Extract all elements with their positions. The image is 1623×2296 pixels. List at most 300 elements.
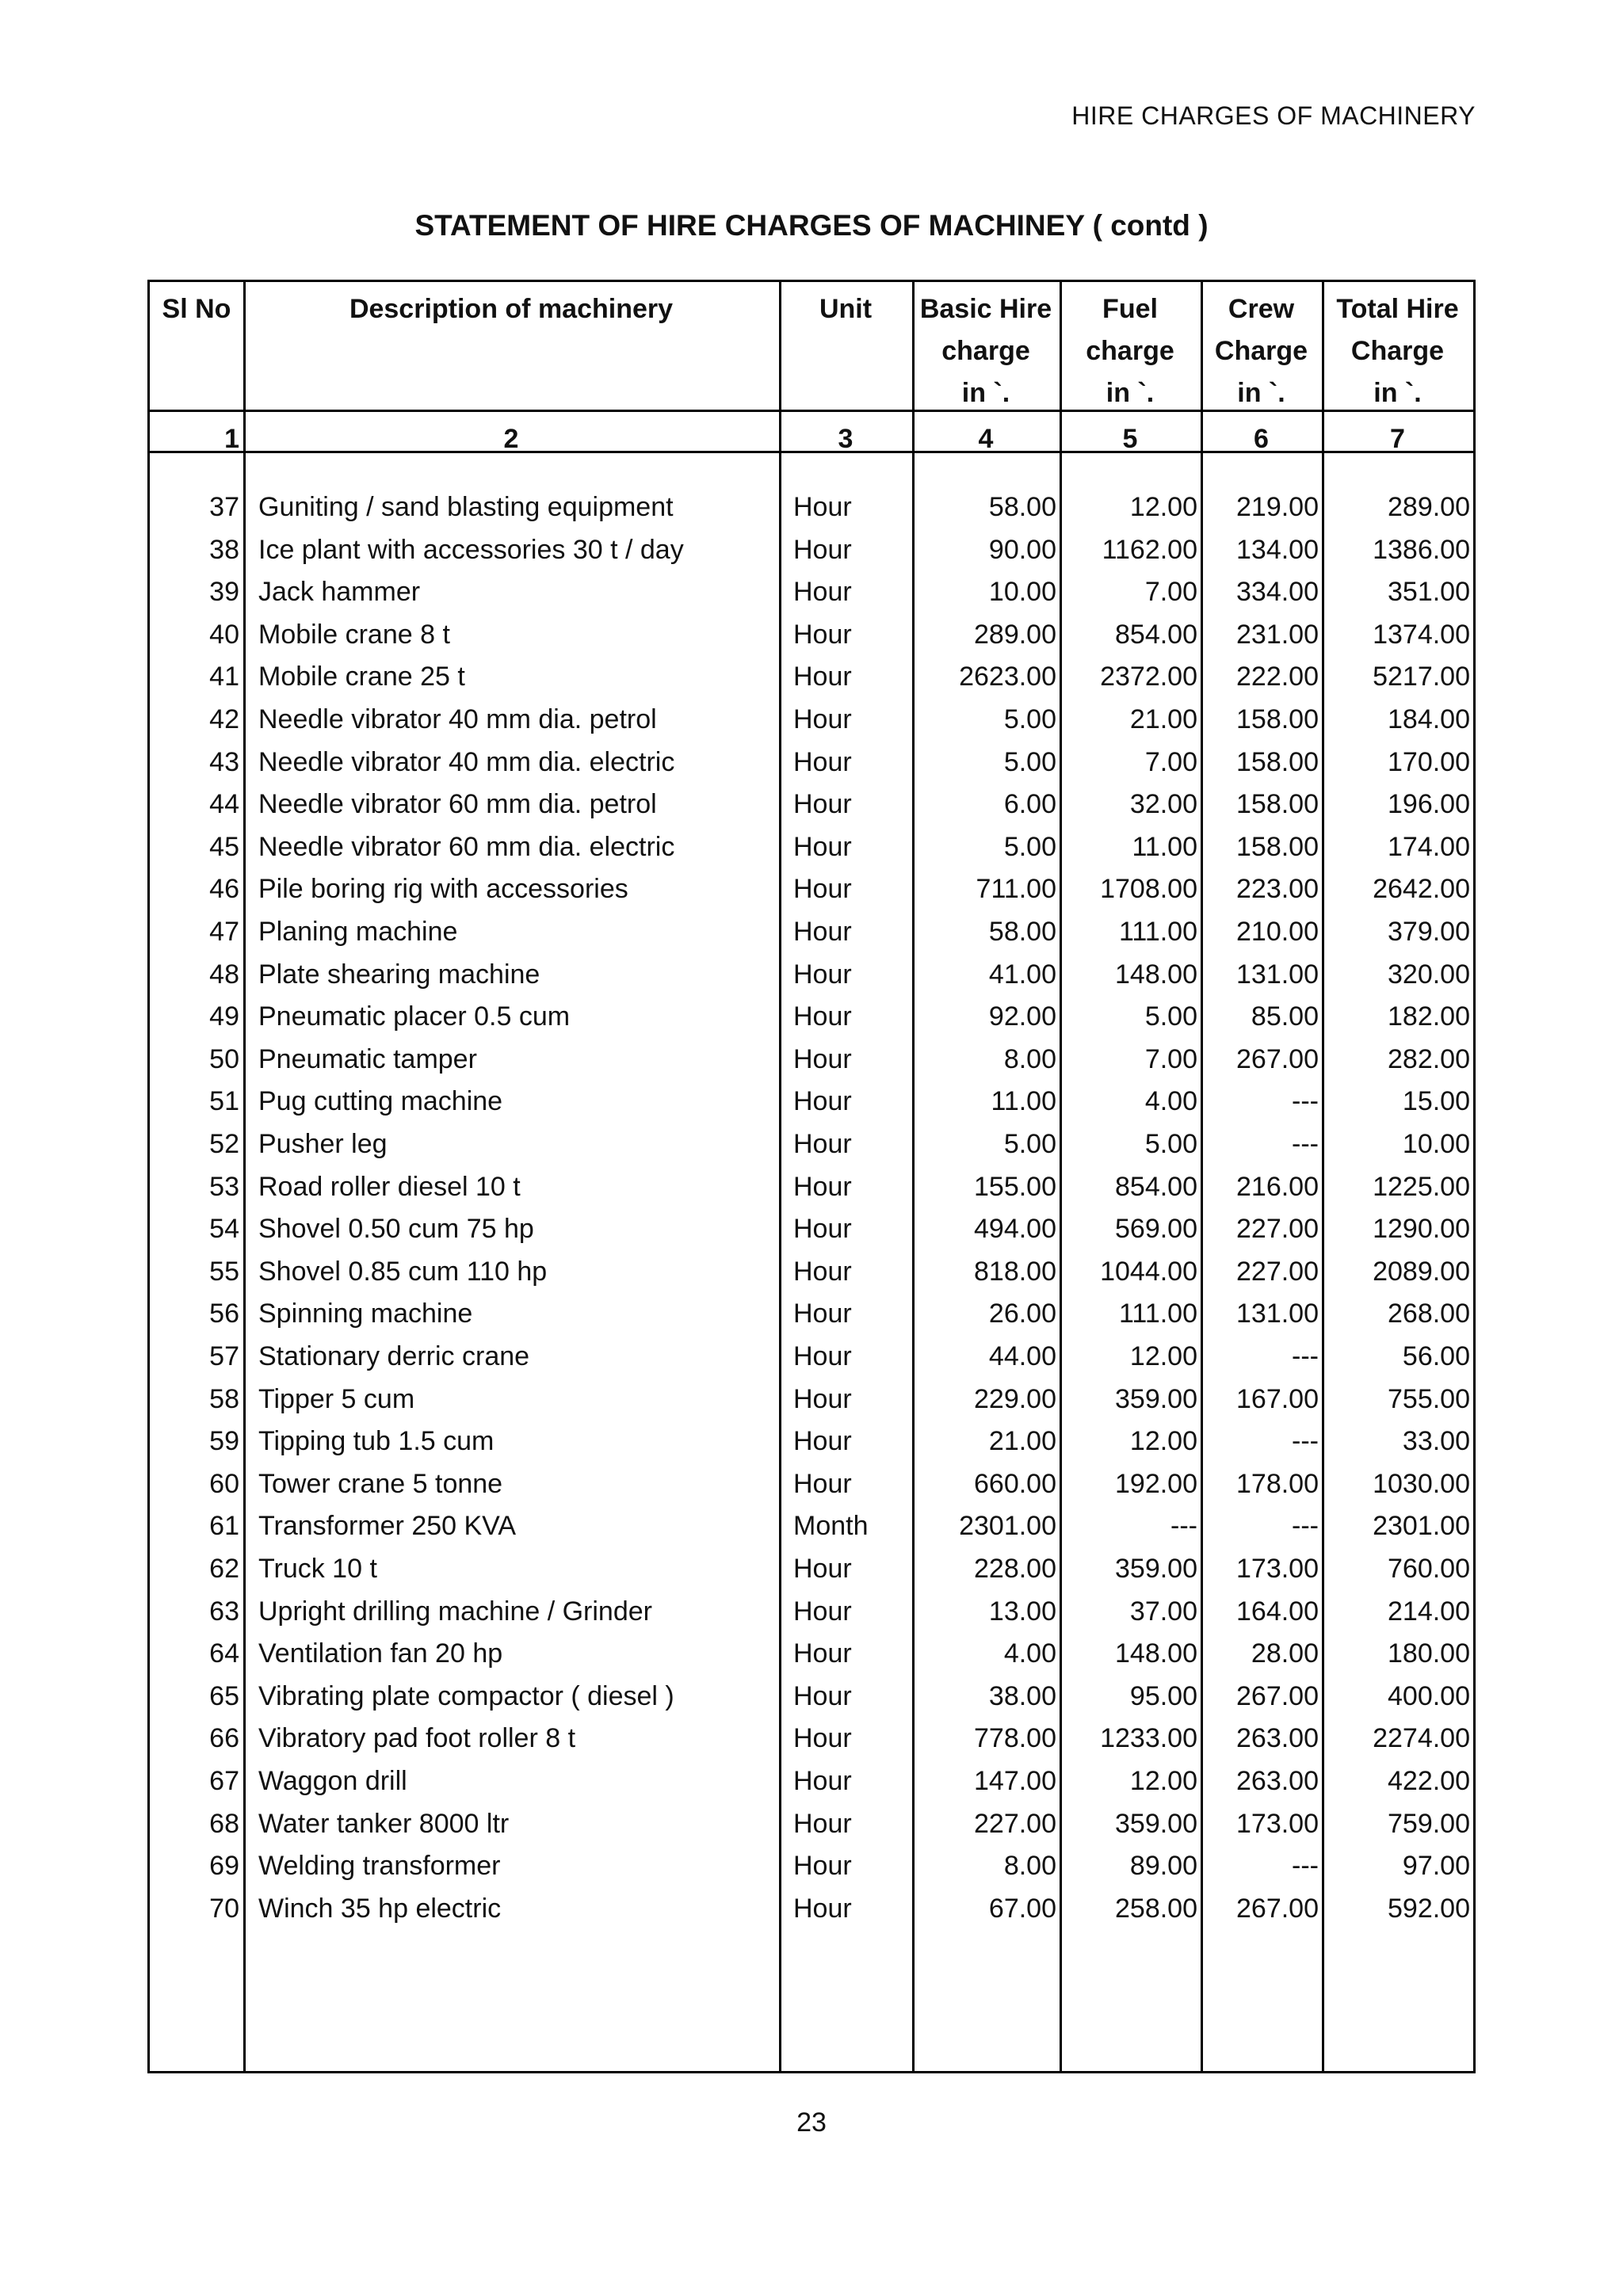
cell-desc: Pneumatic placer 0.5 cum — [258, 1001, 571, 1032]
cell-unit: Hour — [793, 1086, 852, 1117]
cell-unit: Hour — [793, 959, 852, 990]
cell-total: 182.00 — [1388, 1001, 1470, 1032]
header-line: Total Hire — [1336, 294, 1459, 324]
cell-crew: 173.00 — [1236, 1808, 1319, 1839]
cell-unit: Hour — [793, 1554, 852, 1584]
cell-fuel: 7.00 — [1144, 577, 1197, 608]
column-header-description — [243, 288, 779, 330]
cell-total: 2301.00 — [1373, 1511, 1470, 1542]
cell-crew: --- — [1292, 1341, 1319, 1371]
table-row — [150, 614, 1473, 656]
table-row — [150, 1463, 1473, 1505]
cell-crew: 158.00 — [1236, 704, 1319, 734]
table-row — [150, 1379, 1473, 1421]
page-number: 23 — [796, 2107, 827, 2138]
cell-crew: 219.00 — [1236, 492, 1319, 522]
column-number: 7 — [1390, 424, 1405, 454]
cell-basic: 227.00 — [974, 1808, 1056, 1839]
cell-fuel: 4.00 — [1144, 1086, 1197, 1117]
cell-sl: 43 — [209, 746, 239, 777]
table-row — [150, 1505, 1473, 1547]
cell-total: 214.00 — [1388, 1596, 1470, 1627]
cell-unit: Hour — [793, 874, 852, 905]
cell-basic: 10.00 — [988, 577, 1056, 608]
cell-desc: Vibrating plate compactor ( diesel ) — [258, 1680, 674, 1711]
cell-desc: Spinning machine — [258, 1299, 473, 1329]
cell-desc: Needle vibrator 40 mm dia. petrol — [258, 704, 657, 734]
cell-desc: Vibratory pad foot roller 8 t — [258, 1723, 576, 1754]
cell-desc: Tipping tub 1.5 cum — [258, 1426, 495, 1457]
cell-desc: Jack hammer — [258, 577, 421, 608]
cell-desc: Pug cutting machine — [258, 1086, 503, 1117]
table-row — [150, 699, 1473, 741]
cell-unit: Hour — [793, 746, 852, 777]
cell-unit: Hour — [793, 662, 852, 692]
cell-unit: Hour — [793, 789, 852, 820]
cell-desc: Shovel 0.85 cum 110 hp — [258, 1256, 548, 1287]
cell-total: 1030.00 — [1373, 1468, 1470, 1499]
cell-crew: 263.00 — [1236, 1766, 1319, 1796]
cell-total: 759.00 — [1388, 1808, 1470, 1839]
cell-desc: Tipper 5 cum — [258, 1383, 415, 1414]
cell-unit: Hour — [793, 619, 852, 650]
cell-sl: 42 — [209, 704, 239, 734]
header-line: charge — [1086, 336, 1174, 366]
cell-basic: 13.00 — [988, 1596, 1056, 1627]
cell-total: 379.00 — [1388, 917, 1470, 947]
cell-desc: Transformer 250 KVA — [258, 1511, 517, 1542]
cell-unit: Hour — [793, 1638, 852, 1669]
cell-desc: Winch 35 hp electric — [258, 1893, 502, 1924]
cell-total: 422.00 — [1388, 1766, 1470, 1796]
cell-crew: 134.00 — [1236, 534, 1319, 565]
cell-total: 33.00 — [1402, 1426, 1470, 1457]
cell-total: 2089.00 — [1373, 1256, 1470, 1287]
table-row — [150, 1633, 1473, 1675]
cell-total: 1386.00 — [1373, 534, 1470, 565]
cell-basic: 2301.00 — [959, 1511, 1056, 1542]
cell-fuel: 12.00 — [1129, 492, 1197, 522]
cell-desc: Guniting / sand blasting equipment — [258, 492, 674, 522]
table-row — [150, 1081, 1473, 1123]
cell-unit: Hour — [793, 1256, 852, 1287]
cell-fuel: 148.00 — [1115, 1638, 1197, 1669]
table-row — [150, 1336, 1473, 1378]
column-number: 5 — [1122, 424, 1138, 454]
table-row — [150, 1718, 1473, 1760]
header-line: Sl No — [162, 294, 231, 324]
cell-basic: 155.00 — [974, 1171, 1056, 1202]
cell-sl: 59 — [209, 1426, 239, 1457]
table-row — [150, 996, 1473, 1038]
cell-sl: 61 — [209, 1511, 239, 1542]
cell-total: 755.00 — [1388, 1383, 1470, 1414]
cell-crew: 28.00 — [1251, 1638, 1319, 1669]
cell-total: 174.00 — [1388, 831, 1470, 862]
cell-sl: 48 — [209, 959, 239, 990]
cell-basic: 494.00 — [974, 1214, 1056, 1245]
cell-basic: 38.00 — [988, 1680, 1056, 1711]
cell-unit: Hour — [793, 1766, 852, 1796]
column-header-sl-no — [150, 288, 243, 330]
column-header-total-hire — [1322, 288, 1473, 414]
cell-crew: 227.00 — [1236, 1214, 1319, 1245]
cell-crew: 222.00 — [1236, 662, 1319, 692]
cell-basic: 5.00 — [1003, 831, 1056, 862]
running-head: HIRE CHARGES OF MACHINERY — [1071, 101, 1476, 130]
cell-unit: Hour — [793, 534, 852, 565]
cell-desc: Upright drilling machine / Grinder — [258, 1596, 652, 1627]
header-line: Crew — [1228, 294, 1295, 324]
table-row — [150, 1888, 1473, 1930]
cell-fuel: 1162.00 — [1102, 534, 1197, 565]
table-row — [150, 826, 1473, 868]
cell-crew: --- — [1292, 1851, 1319, 1882]
cell-sl: 51 — [209, 1086, 239, 1117]
cell-fuel: 258.00 — [1115, 1893, 1197, 1924]
cell-crew: 216.00 — [1236, 1171, 1319, 1202]
margin-mark — [147, 784, 149, 816]
cell-sl: 44 — [209, 789, 239, 820]
cell-unit: Hour — [793, 1214, 852, 1245]
cell-crew: 334.00 — [1236, 577, 1319, 608]
table-row — [150, 1293, 1473, 1335]
cell-unit: Hour — [793, 1299, 852, 1329]
cell-total: 400.00 — [1388, 1680, 1470, 1711]
cell-crew: 267.00 — [1236, 1893, 1319, 1924]
header-line: Basic Hire — [919, 294, 1052, 324]
cell-basic: 289.00 — [974, 619, 1056, 650]
cell-crew: 158.00 — [1236, 831, 1319, 862]
table-row — [150, 911, 1473, 953]
table-row — [150, 742, 1473, 784]
cell-sl: 63 — [209, 1596, 239, 1627]
cell-fuel: 111.00 — [1119, 1299, 1197, 1329]
cell-sl: 55 — [209, 1256, 239, 1287]
cell-fuel: 359.00 — [1115, 1554, 1197, 1584]
cell-crew: --- — [1292, 1511, 1319, 1542]
cell-fuel: 192.00 — [1115, 1468, 1197, 1499]
cell-desc: Mobile crane 8 t — [258, 619, 450, 650]
cell-fuel: 1044.00 — [1100, 1256, 1197, 1287]
cell-total: 1290.00 — [1373, 1214, 1470, 1245]
cell-fuel: 12.00 — [1129, 1426, 1197, 1457]
cell-fuel: 854.00 — [1115, 619, 1197, 650]
cell-total: 2274.00 — [1373, 1723, 1470, 1754]
cell-total: 1225.00 — [1373, 1171, 1470, 1202]
cell-unit: Month — [793, 1511, 869, 1542]
cell-fuel: 569.00 — [1115, 1214, 1197, 1245]
cell-crew: 267.00 — [1236, 1043, 1319, 1074]
header-line: Description of machinery — [349, 294, 674, 324]
cell-fuel: --- — [1170, 1511, 1197, 1542]
cell-total: 282.00 — [1388, 1043, 1470, 1074]
header-line: in `. — [1373, 378, 1422, 408]
table-row — [150, 486, 1473, 528]
cell-basic: 229.00 — [974, 1383, 1056, 1414]
cell-sl: 39 — [209, 577, 239, 608]
cell-unit: Hour — [793, 1851, 852, 1882]
cell-desc: Planing machine — [258, 917, 458, 947]
cell-sl: 41 — [209, 662, 239, 692]
cell-fuel: 7.00 — [1144, 746, 1197, 777]
cell-unit: Hour — [793, 1426, 852, 1457]
cell-total: 170.00 — [1388, 746, 1470, 777]
cell-desc: Needle vibrator 40 mm dia. electric — [258, 746, 675, 777]
cell-unit: Hour — [793, 1043, 852, 1074]
column-header-crew — [1201, 288, 1322, 414]
cell-total: 56.00 — [1402, 1341, 1470, 1371]
cell-basic: 5.00 — [1003, 704, 1056, 734]
cell-sl: 67 — [209, 1766, 239, 1796]
cell-total: 180.00 — [1388, 1638, 1470, 1669]
cell-desc: Pile boring rig with accessories — [258, 874, 628, 905]
table-row — [150, 1123, 1473, 1165]
cell-sl: 62 — [209, 1554, 239, 1584]
table-row — [150, 784, 1473, 826]
margin-mark — [147, 864, 149, 1236]
cell-desc: Needle vibrator 60 mm dia. electric — [258, 831, 675, 862]
cell-crew: 158.00 — [1236, 746, 1319, 777]
cell-basic: 92.00 — [988, 1001, 1056, 1032]
cell-total: 2642.00 — [1373, 874, 1470, 905]
table-row — [150, 571, 1473, 613]
cell-sl: 46 — [209, 874, 239, 905]
cell-crew: 158.00 — [1236, 789, 1319, 820]
cell-basic: 67.00 — [988, 1893, 1056, 1924]
cell-basic: 228.00 — [974, 1554, 1056, 1584]
cell-sl: 68 — [209, 1808, 239, 1839]
cell-unit: Hour — [793, 1341, 852, 1371]
cell-crew: 164.00 — [1236, 1596, 1319, 1627]
cell-desc: Waggon drill — [258, 1766, 407, 1796]
cell-sl: 69 — [209, 1851, 239, 1882]
cell-fuel: 148.00 — [1115, 959, 1197, 990]
cell-fuel: 1233.00 — [1100, 1723, 1197, 1754]
cell-basic: 90.00 — [988, 534, 1056, 565]
cell-crew: 131.00 — [1236, 959, 1319, 990]
cell-desc: Plate shearing machine — [258, 959, 540, 990]
cell-unit: Hour — [793, 1723, 852, 1754]
cell-fuel: 11.00 — [1132, 831, 1197, 862]
cell-total: 351.00 — [1388, 577, 1470, 608]
cell-crew: 267.00 — [1236, 1680, 1319, 1711]
table-row — [150, 529, 1473, 571]
cell-fuel: 12.00 — [1129, 1766, 1197, 1796]
margin-mark — [147, 1283, 149, 1315]
header-line: Unit — [819, 294, 873, 324]
cell-fuel: 5.00 — [1144, 1001, 1197, 1032]
cell-basic: 58.00 — [988, 917, 1056, 947]
cell-total: 184.00 — [1388, 704, 1470, 734]
cell-fuel: 359.00 — [1115, 1383, 1197, 1414]
table-row — [150, 1251, 1473, 1293]
cell-crew: 227.00 — [1236, 1256, 1319, 1287]
cell-sl: 70 — [209, 1893, 239, 1924]
cell-crew: 263.00 — [1236, 1723, 1319, 1754]
header-line: in `. — [961, 378, 1010, 408]
column-number: 6 — [1254, 424, 1269, 454]
header-line: Fuel — [1102, 294, 1158, 324]
cell-desc: Tower crane 5 tonne — [258, 1468, 503, 1499]
cell-crew: 231.00 — [1236, 619, 1319, 650]
header-line: Charge — [1350, 336, 1445, 366]
cell-basic: 26.00 — [988, 1299, 1056, 1329]
cell-total: 1374.00 — [1373, 619, 1470, 650]
cell-total: 5217.00 — [1373, 662, 1470, 692]
cell-basic: 818.00 — [974, 1256, 1056, 1287]
header-line: charge — [941, 336, 1030, 366]
cell-unit: Hour — [793, 1129, 852, 1159]
cell-unit: Hour — [793, 1171, 852, 1202]
cell-basic: 41.00 — [988, 959, 1056, 990]
cell-sl: 57 — [209, 1341, 239, 1371]
cell-sl: 60 — [209, 1468, 239, 1499]
cell-unit: Hour — [793, 1468, 852, 1499]
cell-total: 15.00 — [1402, 1086, 1470, 1117]
cell-unit: Hour — [793, 1383, 852, 1414]
table-row — [150, 1548, 1473, 1590]
cell-fuel: 5.00 — [1144, 1129, 1197, 1159]
cell-desc: Pneumatic tamper — [258, 1043, 477, 1074]
cell-sl: 66 — [209, 1723, 239, 1754]
column-number: 2 — [503, 424, 519, 454]
cell-unit: Hour — [793, 704, 852, 734]
cell-crew: 223.00 — [1236, 874, 1319, 905]
cell-crew: --- — [1292, 1129, 1319, 1159]
cell-unit: Hour — [793, 577, 852, 608]
cell-unit: Hour — [793, 1808, 852, 1839]
cell-basic: 778.00 — [974, 1723, 1056, 1754]
cell-desc: Needle vibrator 60 mm dia. petrol — [258, 789, 657, 820]
cell-crew: 173.00 — [1236, 1554, 1319, 1584]
header-line: Charge — [1214, 336, 1308, 366]
cell-desc: Pusher leg — [258, 1129, 388, 1159]
cell-desc: Ventilation fan 20 hp — [258, 1638, 503, 1669]
column-number: 1 — [224, 424, 239, 454]
cell-total: 196.00 — [1388, 789, 1470, 820]
cell-fuel: 32.00 — [1129, 789, 1197, 820]
cell-unit: Hour — [793, 1001, 852, 1032]
cell-sl: 40 — [209, 619, 239, 650]
cell-fuel: 1708.00 — [1100, 874, 1197, 905]
cell-sl: 64 — [209, 1638, 239, 1669]
cell-sl: 52 — [209, 1129, 239, 1159]
cell-fuel: 2372.00 — [1100, 662, 1197, 692]
cell-basic: 58.00 — [988, 492, 1056, 522]
table-row — [150, 1760, 1473, 1802]
table-row — [150, 1039, 1473, 1081]
table-row — [150, 1166, 1473, 1208]
cell-total: 760.00 — [1388, 1554, 1470, 1584]
cell-fuel: 359.00 — [1115, 1808, 1197, 1839]
cell-sl: 47 — [209, 917, 239, 947]
cell-sl: 56 — [209, 1299, 239, 1329]
table-row — [150, 1208, 1473, 1250]
cell-sl: 65 — [209, 1680, 239, 1711]
cell-basic: 8.00 — [1003, 1043, 1056, 1074]
cell-fuel: 37.00 — [1129, 1596, 1197, 1627]
cell-fuel: 21.00 — [1129, 704, 1197, 734]
cell-fuel: 95.00 — [1129, 1680, 1197, 1711]
cell-unit: Hour — [793, 831, 852, 862]
cell-crew: 131.00 — [1236, 1299, 1319, 1329]
cell-crew: 167.00 — [1236, 1383, 1319, 1414]
cell-unit: Hour — [793, 1596, 852, 1627]
cell-basic: 660.00 — [974, 1468, 1056, 1499]
cell-basic: 21.00 — [988, 1426, 1056, 1457]
table-row — [150, 1421, 1473, 1463]
cell-basic: 5.00 — [1003, 1129, 1056, 1159]
cell-basic: 11.00 — [991, 1086, 1056, 1117]
table-row — [150, 1591, 1473, 1633]
cell-basic: 6.00 — [1003, 789, 1056, 820]
cell-total: 320.00 — [1388, 959, 1470, 990]
cell-basic: 8.00 — [1003, 1851, 1056, 1882]
column-header-unit — [779, 288, 912, 330]
table-row — [150, 656, 1473, 698]
cell-basic: 4.00 — [1003, 1638, 1056, 1669]
cell-sl: 53 — [209, 1171, 239, 1202]
table-row — [150, 868, 1473, 910]
cell-sl: 37 — [209, 492, 239, 522]
cell-desc: Stationary derric crane — [258, 1341, 530, 1371]
cell-unit: Hour — [793, 492, 852, 522]
hire-charges-table — [147, 280, 1476, 2073]
cell-basic: 147.00 — [974, 1766, 1056, 1796]
cell-unit: Hour — [793, 1680, 852, 1711]
cell-crew: 210.00 — [1236, 917, 1319, 947]
column-header-fuel — [1060, 288, 1201, 414]
cell-crew: 85.00 — [1251, 1001, 1319, 1032]
cell-unit: Hour — [793, 917, 852, 947]
cell-sl: 45 — [209, 831, 239, 862]
cell-sl: 38 — [209, 534, 239, 565]
table-row — [150, 954, 1473, 996]
cell-basic: 44.00 — [988, 1341, 1056, 1371]
cell-unit: Hour — [793, 1893, 852, 1924]
cell-total: 268.00 — [1388, 1299, 1470, 1329]
cell-fuel: 111.00 — [1119, 917, 1197, 947]
cell-crew: 178.00 — [1236, 1468, 1319, 1499]
cell-sl: 58 — [209, 1383, 239, 1414]
cell-total: 289.00 — [1388, 492, 1470, 522]
cell-fuel: 854.00 — [1115, 1171, 1197, 1202]
cell-crew: --- — [1292, 1426, 1319, 1457]
page-title: STATEMENT OF HIRE CHARGES OF MACHINEY ( contd ) — [414, 209, 1209, 242]
cell-basic: 711.00 — [976, 874, 1056, 905]
cell-sl: 49 — [209, 1001, 239, 1032]
cell-desc: Road roller diesel 10 t — [258, 1171, 521, 1202]
cell-fuel: 7.00 — [1144, 1043, 1197, 1074]
cell-fuel: 89.00 — [1129, 1851, 1197, 1882]
cell-sl: 54 — [209, 1214, 239, 1245]
cell-basic: 5.00 — [1003, 746, 1056, 777]
table-row — [150, 1845, 1473, 1887]
cell-total: 10.00 — [1402, 1129, 1470, 1159]
cell-desc: Shovel 0.50 cum 75 hp — [258, 1214, 534, 1245]
cell-desc: Mobile crane 25 t — [258, 662, 465, 692]
cell-total: 97.00 — [1402, 1851, 1470, 1882]
cell-desc: Ice plant with accessories 30 t / day — [258, 534, 684, 565]
table-row — [150, 1676, 1473, 1718]
header-line: in `. — [1106, 378, 1155, 408]
column-number: 4 — [978, 424, 994, 454]
column-header-basic-hire — [912, 288, 1060, 414]
cell-desc: Truck 10 t — [258, 1554, 377, 1584]
cell-crew: --- — [1292, 1086, 1319, 1117]
cell-desc: Welding transformer — [258, 1851, 501, 1882]
